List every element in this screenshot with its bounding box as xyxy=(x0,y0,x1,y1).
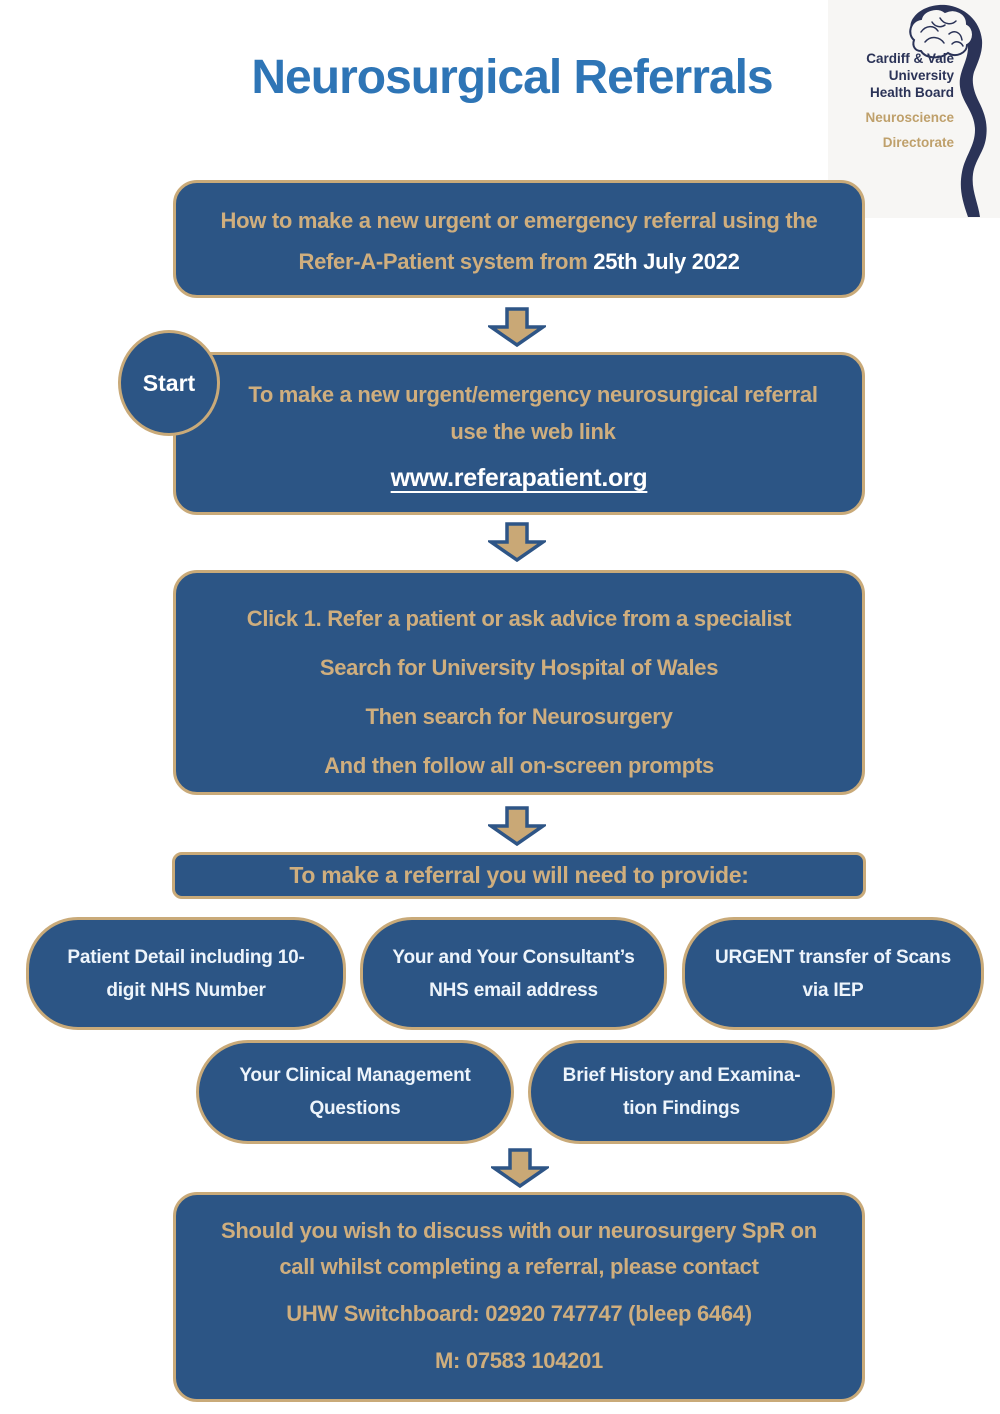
logo-dept-line: Neuroscience xyxy=(865,110,954,125)
contact-mobile: M: 07583 104201 xyxy=(435,1348,603,1373)
logo-text xyxy=(832,50,954,151)
page-title: Neurosurgical Referrals xyxy=(251,51,773,104)
weblink-line-2: use the web link xyxy=(450,419,616,444)
intro-line-1: How to make a new urgent or emergency referral using the xyxy=(220,208,818,233)
step-line-1: Click 1. Refer a patient or ask advice from a specialist xyxy=(246,606,792,631)
requirement-pill-history-findings xyxy=(528,1040,835,1144)
pill-line: URGENT transfer of Scans xyxy=(715,946,951,968)
start-label: Start xyxy=(142,369,196,396)
contact-line-2: call whilst completing a referral, please contact xyxy=(279,1254,759,1279)
start-badge xyxy=(118,330,220,436)
referapatient-link[interactable]: www.referapatient.org xyxy=(390,464,648,492)
steps-box xyxy=(173,570,865,795)
pill-line: Your Clinical Management xyxy=(239,1065,471,1086)
pill-line: digit NHS Number xyxy=(106,979,266,1001)
pill-line: Your and Your Consultant’s xyxy=(392,946,635,968)
logo-org-line: University xyxy=(888,68,954,83)
intro-line-2 xyxy=(176,241,862,282)
down-arrow-icon xyxy=(488,806,546,846)
pill-line: Patient Detail including 10- xyxy=(67,946,305,968)
provide-header-label: To make a referral you will need to provide: xyxy=(289,862,749,888)
down-arrow-icon xyxy=(488,307,546,347)
requirement-pill-nhs-number xyxy=(26,917,346,1030)
pill-line: NHS email address xyxy=(429,979,598,1001)
pill-line: via IEP xyxy=(802,979,864,1001)
logo-org-line: Health Board xyxy=(869,85,954,100)
step-line-2: Search for University Hospital of Wales xyxy=(319,655,719,680)
down-arrow-icon xyxy=(488,522,546,562)
contact-box xyxy=(173,1192,865,1402)
step-line-3: Then search for Neurosurgery xyxy=(365,704,673,729)
requirement-pill-scans xyxy=(682,917,984,1030)
contact-line-1: Should you wish to discuss with our neurosurgery SpR on xyxy=(221,1218,817,1243)
weblink-line-1: To make a new urgent/emergency neurosurgical referral xyxy=(248,382,818,407)
pill-line: tion Findings xyxy=(623,1098,740,1119)
logo-dept-line: Directorate xyxy=(882,135,954,150)
step-line-4: And then follow all on-screen prompts xyxy=(324,753,714,778)
down-arrow-icon xyxy=(491,1148,549,1188)
logo-org-line: Cardiff & Vale xyxy=(866,51,954,66)
requirement-pill-management-questions xyxy=(196,1040,514,1144)
intro-line-2-prefix: Refer-A-Patient system from xyxy=(298,249,594,274)
weblink-text xyxy=(176,376,862,450)
requirement-pill-email xyxy=(360,917,667,1030)
intro-date: 25th July 2022 xyxy=(593,249,740,274)
contact-switchboard: UHW Switchboard: 02920 747747 (bleep 6464) xyxy=(286,1301,752,1326)
weblink-box xyxy=(173,352,865,515)
intro-box xyxy=(173,180,865,298)
pill-line: Questions xyxy=(309,1098,401,1119)
pill-line: Brief History and Examina- xyxy=(562,1065,801,1086)
provide-header-bar xyxy=(172,852,866,899)
